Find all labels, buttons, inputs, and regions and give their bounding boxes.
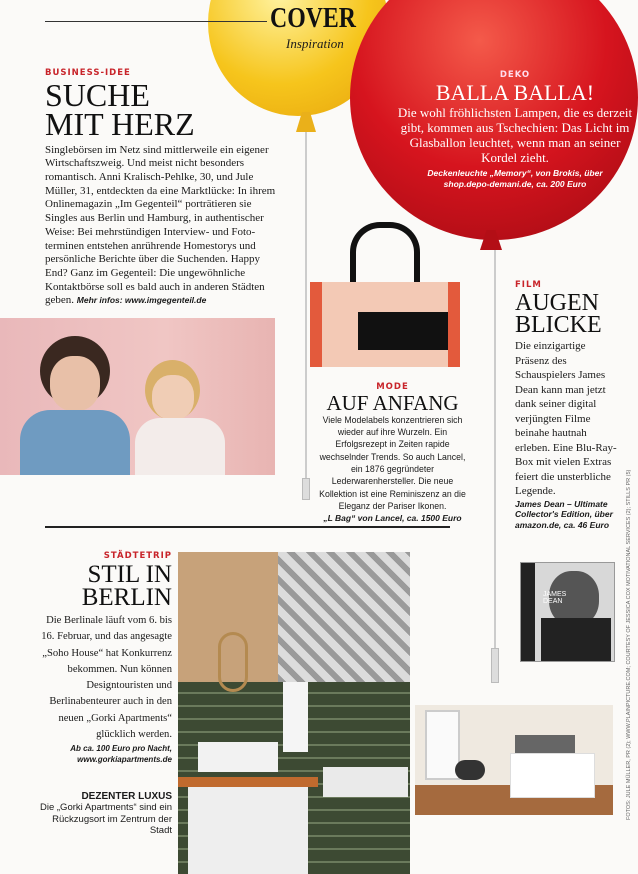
film-body: Die einzigartige Präsenz des Schauspielers James Dean kann man jetzt dank seiner digital verjüngten Filme beinahe hautnah erleben. Eine Blu-Ray-Box mit vielen Extras feiert die unsterbliche Legende. <box>515 340 617 498</box>
city-credit: Ab ca. 100 Euro pro Nacht, www.gorkiapartments.de <box>70 744 172 765</box>
mode-article <box>310 382 475 523</box>
women-photo <box>0 318 275 475</box>
film-article <box>515 280 619 530</box>
business-title-2: MIT HERZ <box>45 105 195 142</box>
red-balloon-cord <box>494 250 496 660</box>
mode-body: Viele Modelabels konzentrieren sich wieder auf ihre Wurzeln. Ein Erfolgsrezept in Zeiten rapide wechselnder Trends. So auch Lancel, ein 1876 gegründeter Lederwarenhersteller. Die neue Kollektion ist eine Reminiszenz an die Eleganz der Pariser Ikonen. <box>319 414 466 512</box>
deko-body: Die wohl fröhlichsten Lampen, die es derzeit gibt, kommen aus Tschechien: Das Licht im Glasballon leuchtet, wenn man an seiner Kordel zieht. <box>397 104 633 165</box>
photo-credits: FOTOS: JULE MÜLLER, PR (2); WWW.PLAINPICTURE.COM; COURTESY OF JESSICA COX MOTIVATIONAL SERVICES (2); STILLS PR (5) <box>626 469 632 820</box>
city-kicker: STÄDTETRIP <box>103 551 172 561</box>
deko-article <box>395 70 635 190</box>
business-body: Singlebörsen im Netz sind mittlerweile ein eigener Wirtschaftszweig. Und meist nicht besonders romantisch. Anni Kralisch-Pehlke, 30, und Jule Müller, 31, entdeckten da eine Marktlücke: In ihrem Onlinemagazin „Im Gegenteil“ porträtieren sie Singles aus Berlin und Hamburg, in authentischer Weise: Bei mehrstündigen Interview- und Fototerminen entstehen anrührende Homestorys und persönliche Berichte über die Suchenden. Happy End? Ganz im Gegenteil: Die ungewöhnliche Kontaktbörse soll es bald auch in anderen Städten geben. <box>45 143 276 307</box>
film-credit: James Dean – Ultimate Collector's Edition, über amazon.de, ca. 46 Euro <box>515 498 613 530</box>
header-rule <box>45 21 267 22</box>
city-title-1: STIL IN <box>87 561 172 588</box>
deko-credit: Deckenleuchte „Memory“, von Brokis, über shop.depo-demani.de, ca. 200 Euro <box>427 167 603 189</box>
business-credit[interactable]: Mehr infos: www.imgegenteil.de <box>76 295 207 306</box>
yellow-balloon-cord <box>305 132 307 496</box>
business-article <box>45 68 285 308</box>
bathroom-photo <box>178 552 410 874</box>
deko-title: BALLA BALLA! <box>435 80 595 105</box>
mode-credit: „L Bag“ von Lancel, ca. 1500 Euro <box>323 513 462 524</box>
business-title-1: SUCHE <box>45 77 150 113</box>
city-caption: Die „Gorki Apartments“ sind ein Rückzugsort im Zentrum der Stadt <box>40 802 172 837</box>
handbag-image <box>310 222 460 367</box>
film-kicker: FILM <box>515 280 542 290</box>
bluray-box-image <box>520 562 615 662</box>
section-subtitle: Inspiration <box>286 36 344 51</box>
section-title: COVER <box>270 3 356 34</box>
film-title-1: AUGEN <box>515 290 599 316</box>
yellow-cord-handle <box>302 478 310 500</box>
mode-title: AUF ANFANG <box>326 391 459 415</box>
section-divider <box>45 526 450 528</box>
deko-kicker: DEKO <box>499 70 531 80</box>
business-kicker: BUSINESS-IDEE <box>45 68 131 78</box>
city-caption-title: DEZENTER LUXUS <box>81 791 172 803</box>
city-title-2: BERLIN <box>81 583 172 611</box>
red-cord-handle <box>491 648 499 683</box>
bluray-box-label: JAMES DEAN <box>543 591 567 605</box>
city-article <box>40 551 172 837</box>
city-body: Die Berlinale läuft vom 6. bis 16. Februar, und das angesagte „Soho House“ hat Konkurrenz bekommen. Nun können Designtouristen und Berlinabenteurer auch in den neuen „Gorki Apartments“ glücklich werden. <box>41 615 172 741</box>
bedroom-photo <box>415 705 613 815</box>
film-title-2: BLICKE <box>515 311 602 338</box>
mode-kicker: MODE <box>376 382 409 392</box>
